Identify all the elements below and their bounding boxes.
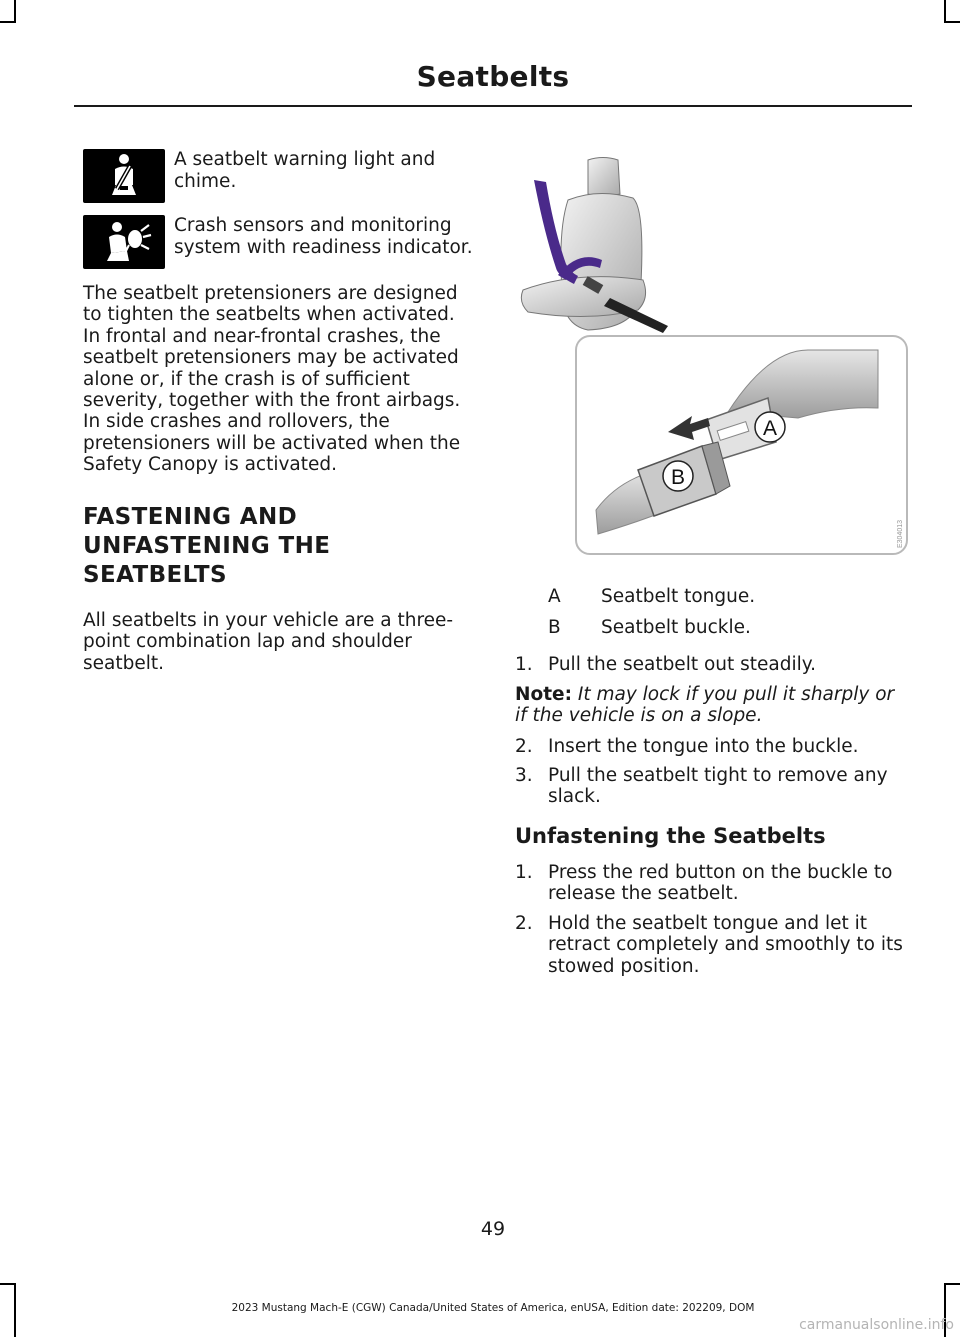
legend-value-b: Seatbelt buckle. <box>601 617 751 638</box>
watermark: carmanualsonline.info <box>799 1317 954 1333</box>
note-text: It may lock if you pull it sharply or if the vehicle is on a slope. <box>515 684 895 727</box>
header-rule <box>74 105 912 107</box>
figure-label-b: B <box>670 466 686 489</box>
page-title: Seatbelts <box>416 60 570 93</box>
step-number: 1. <box>515 862 533 883</box>
pretensioners-paragraph: The seatbelt pretensioners are designed to tighten the seatbelts when activated. In frontal and near-frontal crashes, the seatbelt pretensioners may be activated alone or, if the crash is of sufficient severity, together with the front airbags. In side crashes and rollovers, the pretensioners will be activated when the Safety Canopy is activated. <box>83 283 461 476</box>
note-label: Note: <box>515 684 572 705</box>
step-number: 2. <box>515 736 533 757</box>
airbag-readiness-icon <box>83 215 165 269</box>
legend-key-b: B <box>548 617 561 638</box>
edition-info: 2023 Mustang Mach-E (CGW) Canada/United States of America, enUSA, Edition date: 202209, DOM <box>231 1302 755 1314</box>
crop-mark-top-left-v <box>14 0 16 22</box>
icon-row-airbag-readiness <box>83 215 475 275</box>
icon-row-seatbelt-warning <box>83 149 475 209</box>
fastening-note <box>515 684 907 727</box>
section-heading-line-3: SEATBELTS <box>83 562 227 588</box>
crop-mark-bottom-left-h <box>0 1283 16 1285</box>
legend-value-a: Seatbelt tongue. <box>601 586 756 607</box>
step-text: Pull the seatbelt out steadily. <box>548 654 816 675</box>
seatbelt-figure <box>518 150 910 560</box>
section-heading-line-1: FASTENING AND <box>83 504 298 530</box>
crop-mark-bottom-right-h <box>944 1283 960 1285</box>
airbag-readiness-text: Crash sensors and monitoring system with readiness indicator. <box>174 215 473 258</box>
seatbelt-warning-icon <box>83 149 165 203</box>
figure-label-a: A <box>762 417 778 440</box>
crop-mark-top-right-h <box>944 21 960 23</box>
figure-code: E304013 <box>897 519 904 548</box>
step-text: Hold the seatbelt tongue and let it retract completely and smoothly to its stowed position. <box>548 913 903 977</box>
step-text: Insert the tongue into the buckle. <box>548 736 859 757</box>
unfastening-heading: Unfastening the Seatbelts <box>515 824 826 848</box>
seatbelt-illustration <box>518 150 910 560</box>
step-number: 1. <box>515 654 533 675</box>
step-number: 3. <box>515 765 533 786</box>
step-text: Pull the seatbelt tight to remove any slack. <box>548 765 888 808</box>
seatbelt-warning-text: A seatbelt warning light and chime. <box>174 149 436 192</box>
seatbelt-intro-paragraph: All seatbelts in your vehicle are a three-point combination lap and shoulder seatbelt. <box>83 610 454 674</box>
section-heading-line-2: UNFASTENING THE <box>83 533 331 559</box>
legend-key-a: A <box>548 586 561 607</box>
page-number: 49 <box>480 1218 506 1240</box>
crop-mark-top-right-v <box>944 0 946 22</box>
crop-mark-top-left-h <box>0 21 16 23</box>
step-number: 2. <box>515 913 533 934</box>
step-text: Press the red button on the buckle to release the seatbelt. <box>548 862 893 905</box>
